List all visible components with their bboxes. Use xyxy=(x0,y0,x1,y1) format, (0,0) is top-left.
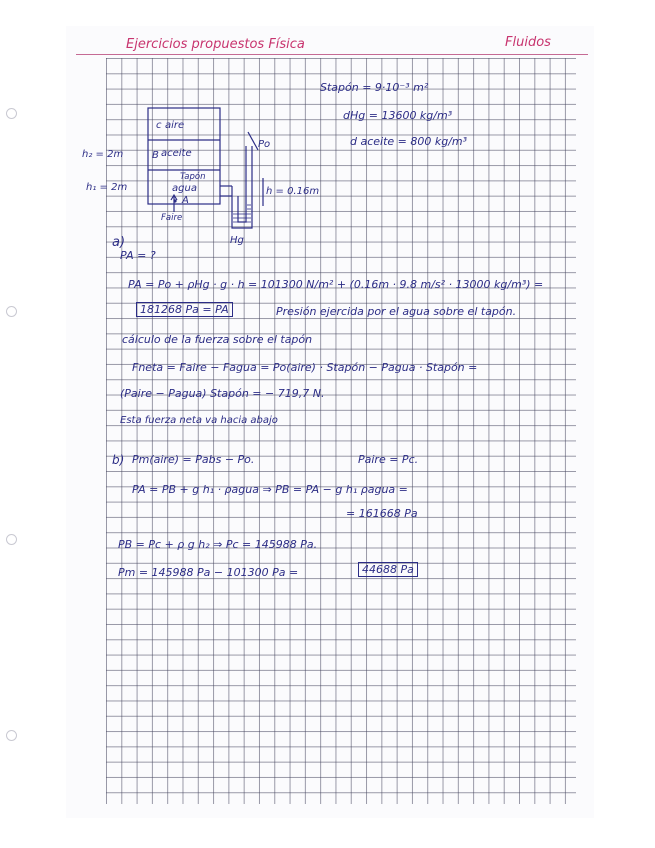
part-a-result: 181268 Pa = PA xyxy=(136,302,233,317)
given-d-hg: dHg = 13600 kg/m³ xyxy=(343,109,453,122)
part-b-eq4: Pm = 145988 Pa − 101300 Pa = xyxy=(118,566,299,579)
part-a-note: Esta fuerza neta va hacia abajo xyxy=(120,415,278,426)
diagram-label-h1: h₁ = 2m xyxy=(86,182,128,193)
part-a-result-note: Presión ejercida por el agua sobre el tapón. xyxy=(276,305,517,318)
diagram-label-agua: agua xyxy=(172,183,197,194)
diagram-label-b: B xyxy=(152,150,159,161)
part-a-question: PA = ? xyxy=(120,249,156,262)
given-d-aceite: d aceite = 800 kg/m³ xyxy=(350,135,468,148)
diagram-label-a: A xyxy=(182,195,189,206)
diagram-label-aceite: aceite xyxy=(161,148,192,159)
part-b-eq3: PB = Pc + ρ g h₂ ⇒ Pc = 145988 Pa. xyxy=(118,538,318,551)
part-b-result: 44688 Pa xyxy=(358,562,418,577)
diagram-label-faire: Faire xyxy=(161,213,183,223)
part-a-label: a) xyxy=(112,235,126,250)
u-tube-outer xyxy=(232,146,252,228)
part-a-eq3: (Paire − Pagua) Stapón = − 719,7 N. xyxy=(120,387,325,400)
diagram-label-c: c xyxy=(156,120,162,131)
diagram-label-aire: aire xyxy=(165,120,185,131)
diagram-label-h: h = 0.16m xyxy=(266,186,320,197)
part-b-label: b) xyxy=(112,453,125,467)
diagram-label-h2: h₂ = 2m xyxy=(82,149,124,160)
part-a-line2: cálculo de la fuerza sobre el tapón xyxy=(122,333,313,346)
u-tube-inner xyxy=(238,146,246,222)
po-pointer xyxy=(248,132,258,150)
part-a-eq2: Fneta = Faire − Fagua = Po(aire) · Stapón − Pagua · Stapón = xyxy=(132,361,478,374)
diagram-label-hg: Hg xyxy=(230,235,244,246)
part-a-eq1: PA = Po + ρHg · g · h = 101300 N/m² + (0.16m · 9.8 m/s² · 13000 kg/m³) = xyxy=(128,278,544,291)
given-s-tapon: Stapón = 9·10⁻³ m² xyxy=(320,81,429,94)
diagram-label-po: Po xyxy=(258,139,271,150)
topic-label: Fluidos xyxy=(505,35,551,50)
part-b-eq1b: Paire = Pc. xyxy=(358,453,419,466)
diagram-label-tapon: Tapón xyxy=(180,172,206,182)
part-b-eq2: PA = PB + g h₁ · ρagua ⇒ PB = PA − g h₁ ρagua = xyxy=(132,483,408,496)
part-b-eq1: Pm(aire) = Pabs − Po. xyxy=(132,453,255,466)
page-title: Ejercicios propuestos Física xyxy=(126,37,305,52)
part-b-eq2b: = 161668 Pa xyxy=(346,507,418,520)
